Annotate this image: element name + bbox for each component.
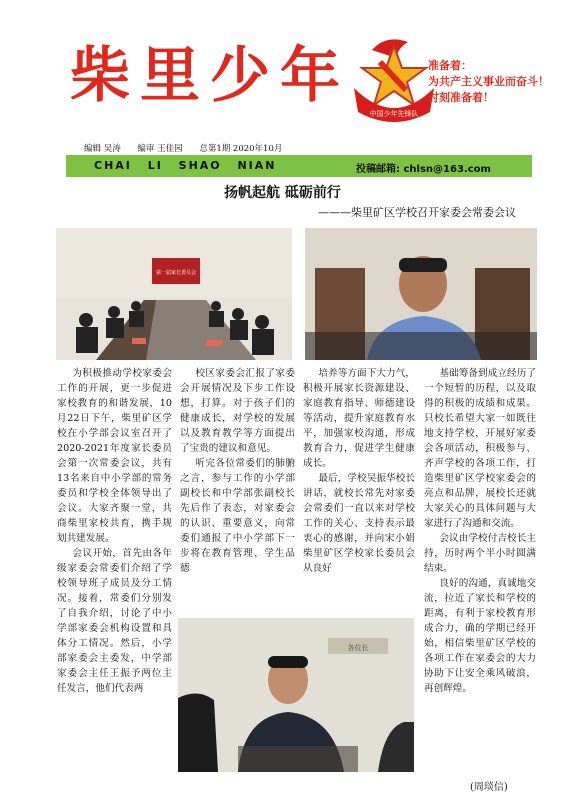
paragraph: 会议由学校付吉校长主持，历时两个半小时圆满结束。 xyxy=(424,533,536,574)
author-signature: (周琰信) xyxy=(470,782,508,793)
newspaper-title: 柴里少年 xyxy=(70,41,350,111)
pinyin-name: CHAI LI SHAO NIAN xyxy=(94,159,277,172)
paragraph: 最后，学校吴振华校长讲话，就校长常先对家委会常委们一直以来对学校工作的关心、支持表示最衷心的感谢，并向宋小娟柴里矿区学校家长委员会从良好 xyxy=(303,473,415,574)
submission-email: 投稿邮箱: chlsn@163.com xyxy=(356,164,491,175)
young-pioneers-emblem xyxy=(350,32,438,130)
article-subhead: ———柴里矿区学校召开家委会常委会议 xyxy=(318,206,516,219)
paragraph: 听完各位常委们的肺腑之言，参与工作的小学部副校长和中学部张副校长先后作了表态，对家委会的认识、重要意义，向常委们通报了中小学部下一步将在教育管理、学生品德 xyxy=(180,458,295,574)
paragraph: 会议开始，首先由各年级家委会常委们介绍了学校领导班子成员及分工情况。接着，常委们分别发了自我介绍，讨论了中小学部家委会机构设置和具体分工情况。然后，小学部家委会主委发，中学部家委会主任王振予两位主任发言，他们代表两 xyxy=(57,548,172,694)
title-bar xyxy=(66,155,532,177)
emblem-text: 中国少年先锋队 xyxy=(369,110,419,118)
paragraph: 校区家委会汇报了家委会开展情况及下步工作设想，打算。对于孩子们的健康成长，对学校的发展以及教育教学等方面提出了宝贵的建议和意见。 xyxy=(180,368,295,454)
slogan xyxy=(428,58,558,106)
slogan-line-1: 准备着： xyxy=(428,59,472,72)
reviewer-credit: 编审 王佳园 xyxy=(137,144,183,154)
meeting-speaker-photo xyxy=(178,618,414,772)
svg-text:各位长: 各位长 xyxy=(347,644,369,652)
article-column-4 xyxy=(424,366,536,771)
paragraph: 为积极推动学校家委会工作的开展，更一步促进家校教育的和谐发展，10月22日下午，柴里矿区学校在小学部会议室召开了2020-2021年度家长委员会第一次常委会议，共有13名来自中小学部的常务委员和学校全体领导出了会议。大家齐聚一堂，共商柴里家校共育，携手规划共建发展。 xyxy=(57,368,172,544)
slogan-line-2: 为共产主义事业而奋斗！ xyxy=(428,75,549,88)
speaker-closeup-photo xyxy=(305,228,537,360)
article-column-3 xyxy=(303,366,415,611)
paragraph: 基础筹备到成立经历了一个短暂的历程，以及取得的积极的成绩和成果。只校长希望大家一如既往地支持学校，开展好家委会各项活动，积极参与、齐声学校的各项工作，打造柴里矿区学校家委会的亮点和品牌，展校长还就大家关心的具体问题与大家进行了沟通和交流。 xyxy=(424,368,536,529)
paragraph: 培养等方面下大力气，积极开展家长资源建设、家庭教育指导、师德建设等活动，提升家庭教育水平，加强家校沟通，形成教育合力，促进学生健康成长。 xyxy=(303,368,415,469)
issue-info: 总第1期 2020年10月 xyxy=(199,144,283,154)
editor-credit: 编辑 吴涛 xyxy=(84,144,121,154)
meeting-room-photo xyxy=(56,228,292,360)
credits-line xyxy=(84,142,296,154)
article-column-2 xyxy=(180,366,295,611)
article-column-1 xyxy=(57,366,172,766)
article-headline: 扬帆起航 砥砺前行 xyxy=(224,185,341,201)
svg-text:第一届家长委员会: 第一届家长委员会 xyxy=(155,270,197,276)
slogan-line-3: 时刻准备着！ xyxy=(428,91,494,104)
paragraph: 良好的沟通，真诚地交流，拉近了家长和学校的距离，有利于家校教育形成合力，确的学期已经开始，相信柴里矿区学校的各项工作在家委会的大力协助下让安全乘风破浪，再创辉煌。 xyxy=(424,578,536,694)
